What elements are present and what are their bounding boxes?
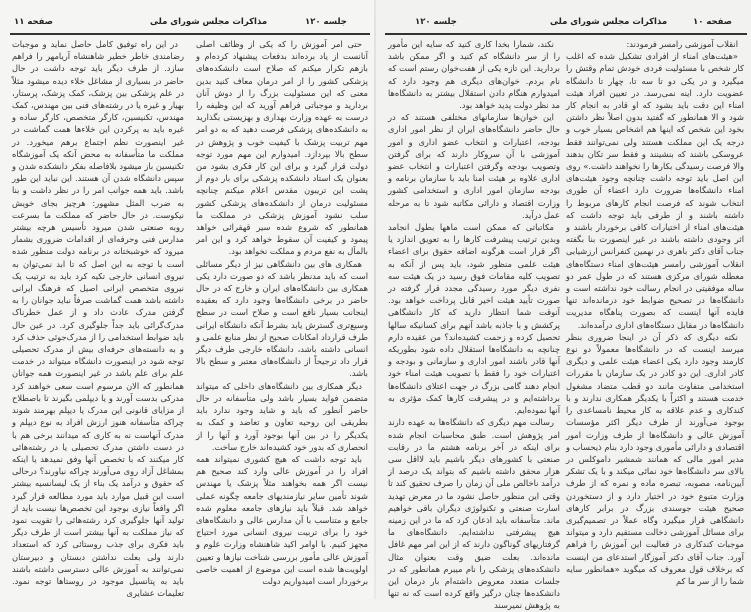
page-number: صفحه ۱۱ bbox=[14, 17, 53, 27]
paragraph: «هیئت‌های امناء از افرادی تشکیل شده که اغلب کار شخص با مسئولیت فردی خودش تمام وقتش را میگیرد و در یکی دو تا سه تا، چهار تا دانشگاه عضویت دارد. اینه نمی‌رسد. در تعیین افراد هیئت امناء این دقت باید بشود که او قادر به انجام کار شود و الا همانطور که گفتید بدون اصلاً نظر داشتن بخود این شخص که اینها هم اشخاص بسیار خوب و درجه یک این مملکت هستند ولی نمی‌توانند فقط عروسکی باشند که بنشینند و فقط سر تکان بدهند والا فرصت رسیدگی بکارها را نخواهند داشت.» روی این اصل باید توجه داشت چنانچه وجود هیئت‌های امناء دانشگاه‌ها ضرورت دارد اعضاء آن طوری انتخاب شوند که فرصت انجام کارهای مربوط را داشته باشند و از طرفی باید توجه داشت که هیئت‌های امناء از اختیارات کافی برخوردار باشند و اثر وجودی داشته باشند در غیر اینصورت بنا بگفته جناب آقای دکتر باهری در نهمین کنفرانس ارزشیابی انقلاب آموزشی رامسر هیئت‌های امناء دستگاه‌های معطله شورای مرکزی هستند که در طول عمر دو ساله موفقیتی در انجام رسالت خود نداشته است و دانشگاه‌ها در تصحیح ضوابط خود درمانده‌اند تنها فایده آنها اینست که بصورت پناهگاه مدیریت دانشگاه‌ها در مقابل دستگاه‌های اداری درآمده‌اند. bbox=[566, 51, 744, 330]
session-number: جلسه ۱۲۰ bbox=[415, 17, 457, 27]
paragraph: همکاری های بین دانشگاهی نیز از دیگر مسائلی است که باید مدنظر باشد که دو صورت دارد یکی همکاری بین دانشگاه‌های ایران و خارج که در حال حاضر در برخی دانشگاه‌ها وجود دارد که بعقیده اینجانب بسیار نافع است و صلاح است در سطح وسیع‌تری گسترش یابد بشرط آنکه دانشگاه ایرانی طرف قرارداد امکانات صحیح از نظر منابع علمی و انسانی داشته باشد، دانشگاه خارجی طرف دیگر قرار داد ترجیحاً از دانشگاه‌های معتبر و سطح بالا باشد. bbox=[196, 258, 368, 379]
text-column bbox=[388, 38, 560, 611]
paragraph: دیگر همکاری بین دانشگاه‌های داخلی که میتواند متضمن فواید بسیار باشد ولی متأسفانه در حال حاضر آنطور که باید و شاید وجود ندارد باید بطریقی این روحیه تعاون و تعاضد و کمک به یکدیگر را در بین آنها بوجود آورد و آنها را از انحصاری که بدور خود کشیده‌اند خارج ساخت. bbox=[196, 380, 368, 452]
paragraph: نکته دیگری که ذکر آن در اینجا ضروری بنظر میرسد اینست که در دانشگاه‌ها معمولاً دو نوع کارمند وجود دارد یکی اعضاء هیئت علمی و دیگری کادر اداری. این دو کادر در یک سازمان با مقررات استخدامی متفاوت مانند دو قطب متضاد مشغول خدمت هستند و اکثراً با یکدیگر همکاری ندارند و با کندکاری و عدم علاقه به کار محیط نامساعدی را بوجود می‌آورند از طرف دیگر اکثر مؤسسات آموزش عالی و دانشگاه‌ها از طرف وزارت امور اقتصادی و دارائی مأموری وجود دارد بنام ذیحساب و مدیر امور مالی که همانند شمشیر داموکلس در بالای سر دانشگاه‌ها خود نمائی میکند و با یک تشکر آیین‌نامه، مصوبه، تبصره ماده و نمره که از طرف وزارت متبوع خود در اختیار دارد و از دستخوردن صحیح هیئت جوسندی بزرگ در برابر کارهای دانشگاهی قرار میگیرد وگاه عملاً در تصمیم‌گیری برای مسائل آموزشی دخالت مستقیم دارد و میتواند موجبات کندکاری در فعالیت این آموزش را فراهم آورد. جناب آقای دکتر آموزگار استدعای من اینست که برخلاف قول معروف که میگوید «همانطور سایه شما را از سر ما کم bbox=[566, 331, 744, 586]
paragraph: نکند، شمارا بخدا کاری کنید که سایه این مأمور را از سر دانشگاه کم کنید و اگر ممکن باشد بردارید. این تازه یکی از هفت‌خوان رستم است که نام بردم. خوان‌های دیگری هم وجود دارد که امیدوارم هنگام دادن استقلال بیشتر به دانشگاه‌ها مد نظر دولت پدید خواهد بود. bbox=[388, 39, 560, 111]
header-rule bbox=[385, 33, 747, 35]
running-title: مذاکرات مجلس شورای ملی bbox=[550, 17, 668, 27]
text-column bbox=[12, 38, 184, 599]
paragraph: مکاتباتی که ممکن است ماهها بطول انجامد وبدین ترتیب پیشرفت کارها را به تعویق اندازد یا اگر قرار است هرگونه اضافه حقوق برای اعضاء هیئت علمی منظور شود، باید پس از آنکه به تصویب کلیه مقامات فوق رسید در یک هیئت سه نفری دیگر مورد رسیدگی مجدد قرار گرفته در صورت تأیید هیئت اخیر قابل پرداخت خواهد بود. آنوقت شما انتظار دارید که کار دانشگاهی پرکشش و با جاذبه باشد آنهم برای کسانیکه سالها تحصیل کرده و زحمت کشیده‌اند؟ من عقیده دارم چنانچه به دانشگاه‌ها استقلال داده شود بطوریکه آنها قادر باشند امور اداری و سازمانی و بودجه و اعتبارات خود را فقط با تصویب هیئت امناء خود انجام دهند گامی بزرگ در جهت اعتلای دانشگاه‌ها برداشته‌ایم و در پیشرفت کارها کمک مؤثری به آنها نموده‌ایم. bbox=[388, 222, 560, 416]
header-rule bbox=[10, 33, 370, 35]
paragraph: باید توجه داشت که هیچ کشوری نمیتواند همه افراد را در آموزش عالی وارد کند صحیح هم نیست اگر همه بخواهند مثلاً پزشک یا مهندس شوند تأمین سایر نیازمندیهای جامعه چگونه عملی خواهد شد. قبلاً باید نیازهای جامعه معلوم شده جامع و متناسب با آن مدارس عالی و دانشگاه‌های خود را برای تربیت نیروی انسانی مورد احتیاج مجهز کنیم. با اوامر اکید شاهنشاه وزارت علوم و آموزش عالی مأمور بررسی شناخت نیازها و تعیین اولویت‌ها شده است این موضوع از اهمیت خاصی برخوردار است امیدواریم دولت bbox=[196, 453, 368, 586]
session-number: جلسه ۱۲۰ bbox=[305, 17, 347, 27]
paragraph: این خوان‌ها سازمانهای مختلفی هستند که در حال حاضر دانشگاه‌های ایران از نظر امور اداری بودجه، اعتبارات و انتخاب عضو اداری و امور آموزشی با آن سروکار دارند که برای گرفتن وتصویب بودجه وگرفتن اعتبارات و انتخاب عضو اداری علاوه بر هیئت امنا باید با سازمان برنامه و بودجه سازمان امور اداری و استخدامی کشور وزارت اقتصاد و دارائی مکاتبه شود تا به مرحله عمل درآید. bbox=[388, 112, 560, 220]
text-column bbox=[566, 38, 744, 586]
page-number: صفحه ۱۰ bbox=[693, 17, 732, 27]
paragraph: رسالت مهم دیگری که دانشگاه‌ها به عهده دارند امر پژوهش است. طبق محاسبات انجام شده برای اینکه در آخر برنامه هشتم ما در رقابت صنعتی با کشورهای دیگر باشیم باید لااقل سی هزار محقق داشته باشیم که بتواند یک درصد از درآمد ناخالص ملی آن زمان را صرف تحقیق کند تا وقتی این منظور حاصل نشود ما در معرض تهدید اسارت صنعتی و تکنولوژی دیگران باقی خواهیم ماند. متأسفانه باید اذعان کرد که ما در این زمینه هیچ پیشرفتی نداشته‌ایم. دانشگاه‌های ما گرفتاریهای گوناگون دارند که از این امر مهم غافل مانده‌اند. بعلت ضیق وقت بعنوان مثال دانشکده‌های پزشکی را نام میبرم همانطور که در جلسات متعدد معروض داشته‌ام بار درمان این دانشکده‌ها چنان درگیر واقع کرده است که نه تنها به پژوهش نمیرسند bbox=[388, 417, 560, 611]
paragraph: حتی امر آموزش را که یکی از وظائف اصلی آنانست از یاد برده‌اند بدفعات پیشنهاد کرده‌ام و بازهم تکرار میکنم که صلاح است دانشکده‌های پزشکی کشور را از امر درمان معاف کنید بدین معنی که این مسئولیت بزرگ را از دوش آنان بردارید و موجباتی فراهم آورید که این وظیفه را درست به عهده وزارت بهداری و بهزیستی بگذارید به دانشکده‌های پزشکی فرصت دهید که به دو امر مهم تربیت پزشک با کیفیت خوب و پژوهش در سطح بالا بپردازد. امیدوارم این مهم مورد توجه دولت قرار گیرد و برای این کار فکری بشود من بعنوان یک استاد دانشکده پزشکی برای بار دوم از پشت این تریبون مقدس اعلام میکنم چنانچه مسئولیت درمان از دانشکده‌های پزشکی کشور سلب نشود آموزش پزشکی در مملکت ما همانطور که شروع شده سیر قهقرائی خواهد پیمود و کیفیت آن سقوط خواهد کرد و این امر بالمآل به نفع مردم و مملکت نخواهد بود. bbox=[196, 39, 368, 257]
page-gutter bbox=[374, 0, 376, 599]
right-page bbox=[375, 0, 751, 611]
paragraph: در این راه توفیق کامل حاصل نماید و موجبات رضامندی خاطر خطیر شاهنشاه آریامهر را فراهم سازد. از طرف دیگر باید توجه داشت در حال حاضر در بسیاری از مشاغل خلاء دیده میشود مثلاً در علم پزشکی بین پزشک، کمک پزشک، پرستار، بهیار و غیره یا در رشته‌های فنی بین مهندس، کمک مهندس، تکنیسین، کارگر متخصص، کارگر ساده و غیره باید به پرکردن این خلاءها همت گماشت در غیر اینصورت نظم اجتماع برهم میخورد. در مملکت ما متأسفانه به محض آنکه یک آموزشگاه تکنیسین باز میشود بلافاصله بفکر دانشکده شدن و سپس دانشگاه شدن آن هستند. این نباید این طور باشد. باید همه جوانب امر را در نظر داشت و بنا به ضرب المثل مشهور: هرچیز بجای خویش نیکوست. در حال حاضر که مملکت ما بسرعت روبه صنعتی شدن میرود تأسیس هرچه بیشتر مدارس فنی وحرفه‌ای از اقدامات ضروری بشمار میرود که خوشبختانه در برنامه دولت منظور شده است با توجه به این اصل که تا ابد نمی‌توان به نیروی انسانی خارجی تکیه کرد باید به ترتیب یک نیروی متخصص ایرانی اصیل که فرهنگ ایرانی داشته باشد همت گماشت صرفاً نباید جوانان را به گرفتن مدرک عادت داد و از عمل خطرناک مدرک‌گرائی باید جداً جلوگیری کرد. در عین حال باید ضوابط استخدامی را از مدرک‌جوئی حذف کرد و به دانسته‌های حرفه‌ای بیش از مدرک تحصیلی توجه شود در اینصورت دانشگاه میتواند در خدمت علم برای علم باشد در غیر اینصورت همه جوانان همانطور که الان مرسوم است سعی خواهند کرد مدرکی بدست آورند و یا دیپلمی بگیرند تا باصطلاح از مزایای قانونی این مدرک یا دیپلم بهرمند شوند چراکه متأسفانه هنوز ارزش افراد به نوع دیپلم و مدرک آنهاست نه به کاری که میدانند برخی هم با در دست داشتن مدرک تحصیلی یا در رشته‌هائی کار میکنند که با تخصص آنها وفق نمیدهد یا اینکه بمشاغل آزاد روی می‌آورند چراکه نیاورند؟ درحالی که حقوق و درآمد یک بناء از یک لیسانسیه بیشتر است این قبیل موارد باید مورد مطالعه قرار گیرد اگر واقعاً نیازی بوجود این تخصص‌ها نیست باید از تولید آنها جلوگیری کرد رشته‌هائی را تقویت نمود که نیاز مملکت به آنها بیشتر است از طرف دیگر باید فکری برای جذب روستائی کرد که استعداد دارند ولی بعلت نداشتن دبستان و دبیرستان نمی‌توانند به آموزش عالی دسترسی داشته باشند باید به پتانسیل موجود در روستاها توجه نمود. تعلیمات عشایری bbox=[12, 39, 184, 599]
running-title: مذاکرات مجلس شورای ملی bbox=[150, 17, 268, 27]
text-column bbox=[196, 38, 368, 586]
left-page bbox=[0, 0, 375, 599]
paragraph: انقلاب آموزشی رامسر فرمودند: bbox=[626, 39, 738, 49]
